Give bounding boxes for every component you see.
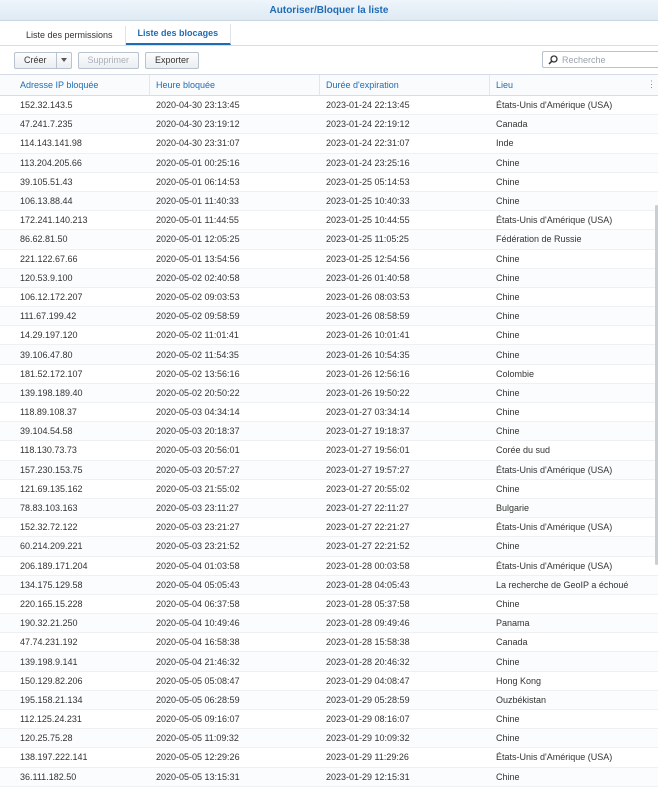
cell-blocked-time: 2020-05-01 00:25:16 xyxy=(156,157,240,168)
cell-expiration: 2023-01-29 11:29:26 xyxy=(326,752,409,763)
cell-blocked-time: 2020-05-02 11:54:35 xyxy=(156,349,239,360)
table-row[interactable] xyxy=(0,595,658,614)
cell-ip: 106.12.172.207 xyxy=(20,291,83,302)
cell-blocked-time: 2020-05-04 10:49:46 xyxy=(156,618,240,629)
cell-blocked-time: 2020-05-05 05:08:47 xyxy=(156,675,240,686)
cell-expiration: 2023-01-27 19:56:01 xyxy=(326,445,410,456)
table-row[interactable] xyxy=(0,211,658,230)
cell-blocked-time: 2020-05-02 20:50:22 xyxy=(156,387,240,398)
table-row[interactable] xyxy=(0,365,658,384)
cell-location: Chine xyxy=(496,176,520,187)
cell-expiration: 2023-01-25 11:05:25 xyxy=(326,234,409,245)
cell-ip: 157.230.153.75 xyxy=(20,464,83,475)
cell-expiration: 2023-01-24 22:13:45 xyxy=(326,100,410,111)
table-row[interactable] xyxy=(0,403,658,422)
cell-blocked-time: 2020-05-02 11:01:41 xyxy=(156,330,239,341)
cell-ip: 39.105.51.43 xyxy=(20,176,73,187)
table-row[interactable] xyxy=(0,768,658,787)
cell-blocked-time: 2020-05-05 09:16:07 xyxy=(156,714,240,725)
cell-location: Chine xyxy=(496,714,520,725)
cell-blocked-time: 2020-04-30 23:19:12 xyxy=(156,119,240,130)
cell-expiration: 2023-01-27 19:18:37 xyxy=(326,426,410,437)
table-row[interactable] xyxy=(0,192,658,211)
cell-ip: 172.241.140.213 xyxy=(20,215,88,226)
cell-expiration: 2023-01-29 10:09:32 xyxy=(326,733,410,744)
table-row[interactable] xyxy=(0,345,658,364)
cell-expiration: 2023-01-29 05:28:59 xyxy=(326,694,410,705)
cell-location: Chine xyxy=(496,196,520,207)
cell-ip: 106.13.88.44 xyxy=(20,196,73,207)
cell-blocked-time: 2020-05-01 13:54:56 xyxy=(156,253,240,264)
cell-blocked-time: 2020-05-03 04:34:14 xyxy=(156,407,240,418)
cell-ip: 120.25.75.28 xyxy=(20,733,73,744)
table-header xyxy=(0,74,658,96)
cell-expiration: 2023-01-27 22:11:27 xyxy=(326,503,409,514)
search-icon xyxy=(548,55,558,65)
cell-blocked-time: 2020-05-04 05:05:43 xyxy=(156,579,240,590)
cell-location: Chine xyxy=(496,598,520,609)
toolbar xyxy=(0,46,658,74)
window-title: Autoriser/Bloquer la liste xyxy=(0,0,658,21)
cell-location: Colombie xyxy=(496,368,535,379)
cell-location: Chine xyxy=(496,291,520,302)
cell-expiration: 2023-01-26 08:03:53 xyxy=(326,291,410,302)
column-menu-icon[interactable]: ⋮ xyxy=(647,79,656,89)
cell-expiration: 2023-01-25 05:14:53 xyxy=(326,176,410,187)
cell-blocked-time: 2020-05-01 06:14:53 xyxy=(156,176,240,187)
table-row[interactable] xyxy=(0,480,658,499)
table-row[interactable] xyxy=(0,557,658,576)
cell-location: Chine xyxy=(496,253,520,264)
column-header-blocked-time[interactable]: Heure bloquée xyxy=(150,75,320,95)
column-header-expiration[interactable]: Durée d'expiration xyxy=(320,75,490,95)
cell-location: La recherche de GeoIP a échoué xyxy=(496,579,629,590)
cell-blocked-time: 2020-05-04 01:03:58 xyxy=(156,560,240,571)
cell-ip: 60.214.209.221 xyxy=(20,541,83,552)
cell-expiration: 2023-01-26 10:01:41 xyxy=(326,330,410,341)
cell-location: Chine xyxy=(496,541,520,552)
cell-ip: 139.198.9.141 xyxy=(20,656,78,667)
table-row[interactable] xyxy=(0,652,658,671)
cell-ip: 221.122.67.66 xyxy=(20,253,78,264)
cell-location: Chine xyxy=(496,272,520,283)
cell-location: Chine xyxy=(496,483,520,494)
delete-button[interactable]: Supprimer xyxy=(78,52,140,69)
cell-ip: 150.129.82.206 xyxy=(20,675,83,686)
table-row[interactable] xyxy=(0,154,658,173)
table-row[interactable] xyxy=(0,422,658,441)
cell-blocked-time: 2020-05-04 16:58:38 xyxy=(156,637,240,648)
cell-location: Chine xyxy=(496,656,520,667)
cell-blocked-time: 2020-05-04 21:46:32 xyxy=(156,656,240,667)
cell-ip: 113.204.205.66 xyxy=(20,157,82,168)
cell-location: Canada xyxy=(496,119,528,130)
cell-blocked-time: 2020-05-03 23:21:52 xyxy=(156,541,240,552)
cell-ip: 120.53.9.100 xyxy=(20,272,73,283)
cell-blocked-time: 2020-04-30 23:31:07 xyxy=(156,138,240,149)
table-row[interactable] xyxy=(0,710,658,729)
cell-expiration: 2023-01-26 19:50:22 xyxy=(326,387,410,398)
cell-location: Chine xyxy=(496,426,520,437)
cell-expiration: 2023-01-26 10:54:35 xyxy=(326,349,410,360)
cell-expiration: 2023-01-24 23:25:16 xyxy=(326,157,410,168)
cell-location: Chine xyxy=(496,407,520,418)
cell-ip: 195.158.21.134 xyxy=(20,694,83,705)
cell-ip: 121.69.135.162 xyxy=(20,483,83,494)
cell-ip: 36.111.182.50 xyxy=(20,771,77,782)
cell-ip: 220.165.15.228 xyxy=(20,598,83,609)
cell-expiration: 2023-01-27 22:21:27 xyxy=(326,522,410,533)
cell-blocked-time: 2020-05-02 09:58:59 xyxy=(156,311,240,322)
cell-location: Hong Kong xyxy=(496,675,542,686)
cell-expiration: 2023-01-28 15:58:38 xyxy=(326,637,410,648)
cell-blocked-time: 2020-05-04 06:37:58 xyxy=(156,598,240,609)
table-row[interactable] xyxy=(0,134,658,153)
cell-ip: 112.125.24.231 xyxy=(20,714,82,725)
cell-blocked-time: 2020-05-03 21:55:02 xyxy=(156,483,240,494)
cell-expiration: 2023-01-28 05:37:58 xyxy=(326,598,410,609)
cell-location: États-Unis d'Amérique (USA) xyxy=(496,100,613,111)
table-row[interactable] xyxy=(0,518,658,537)
export-button[interactable]: Exporter xyxy=(145,52,199,69)
cell-ip: 118.130.73.73 xyxy=(20,445,77,456)
cell-location: Chine xyxy=(496,387,520,398)
cell-expiration: 2023-01-28 00:03:58 xyxy=(326,560,410,571)
cell-expiration: 2023-01-25 12:54:56 xyxy=(326,253,410,264)
cell-expiration: 2023-01-26 01:40:58 xyxy=(326,272,410,283)
table-row[interactable] xyxy=(0,461,658,480)
cell-ip: 190.32.21.250 xyxy=(20,618,78,629)
cell-blocked-time: 2020-05-03 23:21:27 xyxy=(156,522,240,533)
create-split-button xyxy=(14,52,72,69)
cell-location: États-Unis d'Amérique (USA) xyxy=(496,752,613,763)
cell-ip: 111.67.199.42 xyxy=(20,311,77,322)
create-dropdown-button[interactable] xyxy=(57,52,72,69)
cell-location: Inde xyxy=(496,138,514,149)
cell-location: Chine xyxy=(496,157,520,168)
table-row[interactable] xyxy=(0,614,658,633)
tab-bar xyxy=(0,23,658,46)
table-row[interactable] xyxy=(0,326,658,345)
table-row[interactable] xyxy=(0,384,658,403)
cell-expiration: 2023-01-25 10:44:55 xyxy=(326,215,410,226)
search-box xyxy=(542,51,658,68)
table-row[interactable] xyxy=(0,499,658,518)
tab-permissions[interactable]: Liste des permissions xyxy=(14,26,126,45)
cell-location: Fédération de Russie xyxy=(496,234,582,245)
cell-ip: 86.62.81.50 xyxy=(20,234,68,245)
cell-expiration: 2023-01-28 09:49:46 xyxy=(326,618,410,629)
cell-ip: 181.52.172.107 xyxy=(20,368,83,379)
cell-blocked-time: 2020-05-01 11:44:55 xyxy=(156,215,239,226)
cell-location: Chine xyxy=(496,349,520,360)
cell-ip: 118.89.108.37 xyxy=(20,407,77,418)
cell-expiration: 2023-01-28 04:05:43 xyxy=(326,579,410,590)
cell-ip: 139.198.189.40 xyxy=(20,387,83,398)
cell-expiration: 2023-01-27 20:55:02 xyxy=(326,483,410,494)
cell-blocked-time: 2020-05-03 23:11:27 xyxy=(156,503,239,514)
cell-location: Chine xyxy=(496,311,520,322)
table-row[interactable] xyxy=(0,230,658,249)
create-button[interactable]: Créer xyxy=(14,52,57,69)
cell-location: Chine xyxy=(496,733,520,744)
cell-blocked-time: 2020-05-02 02:40:58 xyxy=(156,272,240,283)
cell-location: Chine xyxy=(496,771,520,782)
table-row[interactable] xyxy=(0,96,658,115)
table-row[interactable] xyxy=(0,576,658,595)
cell-ip: 39.104.54.58 xyxy=(20,426,73,437)
cell-blocked-time: 2020-05-03 20:57:27 xyxy=(156,464,240,475)
table-row[interactable] xyxy=(0,672,658,691)
cell-ip: 138.197.222.141 xyxy=(20,752,88,763)
column-header-ip[interactable]: Adresse IP bloquée xyxy=(0,75,150,95)
cell-expiration: 2023-01-27 19:57:27 xyxy=(326,464,410,475)
cell-expiration: 2023-01-27 03:34:14 xyxy=(326,407,410,418)
cell-location: Ouzbékistan xyxy=(496,694,547,705)
table-row[interactable] xyxy=(0,269,658,288)
cell-location: États-Unis d'Amérique (USA) xyxy=(496,215,613,226)
cell-expiration: 2023-01-29 12:15:31 xyxy=(326,771,410,782)
cell-expiration: 2023-01-29 04:08:47 xyxy=(326,675,410,686)
cell-blocked-time: 2020-05-03 20:56:01 xyxy=(156,445,240,456)
cell-blocked-time: 2020-05-05 06:28:59 xyxy=(156,694,240,705)
table-row[interactable] xyxy=(0,633,658,652)
cell-blocked-time: 2020-05-01 11:40:33 xyxy=(156,196,239,207)
cell-location: Panama xyxy=(496,618,530,629)
cell-expiration: 2023-01-24 22:19:12 xyxy=(326,119,410,130)
cell-blocked-time: 2020-04-30 23:13:45 xyxy=(156,100,240,111)
cell-blocked-time: 2020-05-02 09:03:53 xyxy=(156,291,240,302)
tab-blocklist[interactable]: Liste des blocages xyxy=(126,24,232,45)
cell-expiration: 2023-01-28 20:46:32 xyxy=(326,656,410,667)
cell-expiration: 2023-01-29 08:16:07 xyxy=(326,714,410,725)
table-row[interactable] xyxy=(0,250,658,269)
column-header-location[interactable]: Lieu xyxy=(496,80,514,90)
cell-ip: 47.241.7.235 xyxy=(20,119,73,130)
cell-blocked-time: 2020-05-01 12:05:25 xyxy=(156,234,240,245)
cell-blocked-time: 2020-05-02 13:56:16 xyxy=(156,368,240,379)
cell-ip: 78.83.103.163 xyxy=(20,503,78,514)
cell-blocked-time: 2020-05-05 11:09:32 xyxy=(156,733,239,744)
cell-expiration: 2023-01-26 08:58:59 xyxy=(326,311,410,322)
cell-ip: 134.175.129.58 xyxy=(20,579,83,590)
cell-blocked-time: 2020-05-03 20:18:37 xyxy=(156,426,240,437)
cell-location: Bulgarie xyxy=(496,503,530,514)
cell-expiration: 2023-01-27 22:21:52 xyxy=(326,541,410,552)
cell-ip: 152.32.72.122 xyxy=(20,522,78,533)
cell-location: États-Unis d'Amérique (USA) xyxy=(496,560,613,571)
cell-ip: 39.106.47.80 xyxy=(20,349,73,360)
cell-expiration: 2023-01-26 12:56:16 xyxy=(326,368,410,379)
cell-location: Corée du sud xyxy=(496,445,551,456)
cell-expiration: 2023-01-24 22:31:07 xyxy=(326,138,410,149)
cell-blocked-time: 2020-05-05 13:15:31 xyxy=(156,771,240,782)
table-row[interactable] xyxy=(0,748,658,767)
table-row[interactable] xyxy=(0,173,658,192)
cell-expiration: 2023-01-25 10:40:33 xyxy=(326,196,410,207)
table-row[interactable] xyxy=(0,288,658,307)
chevron-down-icon xyxy=(61,58,67,62)
cell-blocked-time: 2020-05-05 12:29:26 xyxy=(156,752,240,763)
table-row[interactable] xyxy=(0,115,658,134)
table-row[interactable] xyxy=(0,729,658,748)
search-input[interactable] xyxy=(562,55,652,65)
table-row[interactable] xyxy=(0,441,658,460)
cell-ip: 47.74.231.192 xyxy=(20,637,78,648)
cell-location: Canada xyxy=(496,637,528,648)
table-row[interactable] xyxy=(0,691,658,710)
cell-ip: 114.143.141.98 xyxy=(20,138,82,149)
cell-location: États-Unis d'Amérique (USA) xyxy=(496,522,613,533)
cell-ip: 206.189.171.204 xyxy=(20,560,88,571)
table-row[interactable] xyxy=(0,537,658,556)
cell-ip: 14.29.197.120 xyxy=(20,330,78,341)
cell-location: Chine xyxy=(496,330,520,341)
cell-ip: 152.32.143.5 xyxy=(20,100,73,111)
table-row[interactable] xyxy=(0,307,658,326)
table-body xyxy=(0,96,658,787)
cell-location: États-Unis d'Amérique (USA) xyxy=(496,464,613,475)
